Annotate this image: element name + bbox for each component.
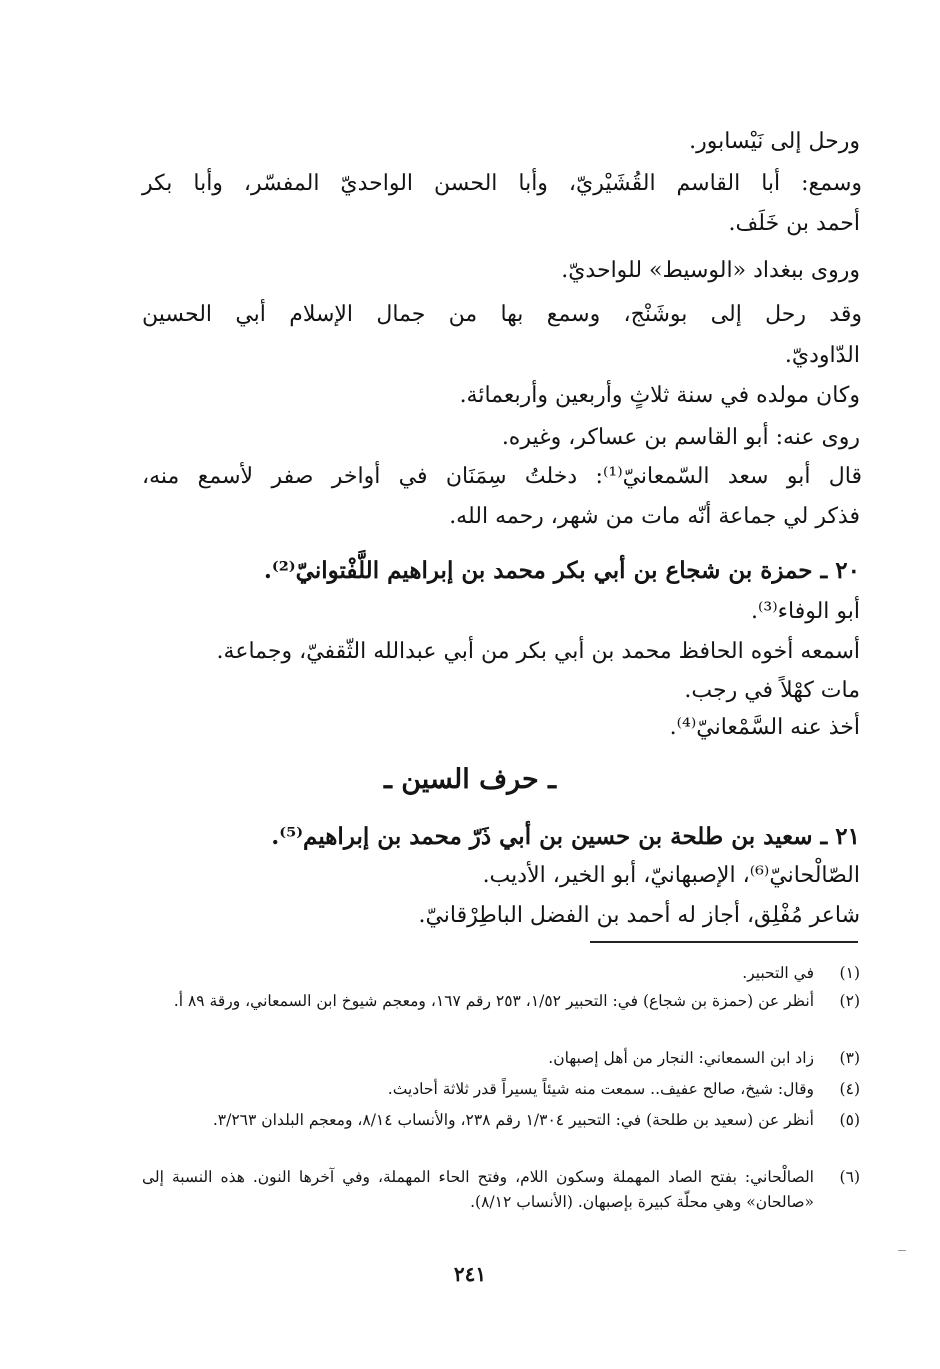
- footnote-text: في التحبير.: [742, 964, 814, 982]
- footnote-number: (٦): [839, 1168, 860, 1186]
- footnote-number: (٤): [839, 1080, 860, 1098]
- entry-heading: ٢٠ ـ حمزة بن شجاع بن أبي بكر محمد بن إبراهيم اللَّفْتوانيّ⁽²⁾.: [263, 557, 860, 584]
- text-line: قال أبو سعد السّمعانيّ⁽¹⁾: دخلتُ سِمَنَان في أواخر صفر لأسمع منه،: [142, 464, 862, 489]
- text-line: وكان مولده في سنة ثلاثٍ وأربعين وأربعمائة.: [459, 383, 860, 408]
- footnote: [142, 1165, 860, 1217]
- page-number: ٢٤١: [453, 1262, 487, 1286]
- footnote: [142, 1108, 860, 1160]
- text-line: مات كهْلاً في رجب.: [684, 678, 860, 703]
- footnote-text: زاد ابن السمعاني: النجار من أهل إصبهان.: [548, 1049, 814, 1067]
- footnote-text: أنظر عن (حمزة بن شجاع) في: التحبير ١/٥٢، ٢٥٣ رقم ١٦٧، ومعجم شيوخ ابن السمعاني، ورقة ٨٩ أ.: [173, 992, 814, 1010]
- footnote-number: (٥): [839, 1111, 860, 1129]
- footnote: [142, 989, 860, 1041]
- footnote-number: (١): [839, 964, 860, 982]
- margin-mark: [898, 1250, 906, 1251]
- text-line: ورحل إلى نَيْسابور.: [689, 129, 860, 154]
- footnote-text: أنظر عن (سعيد بن طلحة) في: التحبير ١/٣٠٤ رقم ٢٣٨، والأنساب ٨/١٤، ومعجم البلدان ٣/٢٦٣.: [212, 1111, 814, 1129]
- entry-heading: ٢١ ـ سعيد بن طلحة بن حسين بن أبي ذَرّ محمد بن إبراهيم⁽⁵⁾.: [271, 823, 860, 850]
- text-line: أسمعه أخوه الحافظ محمد بن أبي بكر من أبي عبدالله الثّقفيّ، وجماعة.: [216, 639, 860, 664]
- footnote: [142, 961, 860, 987]
- footnote-number: (٢): [839, 992, 860, 1010]
- text-line: أخذ عنه السَّمْعانيّ⁽⁴⁾.: [669, 715, 860, 740]
- text-line: شاعر مُفْلِق، أجاز له أحمد بن الفضل الباطِرْقانيّ.: [418, 903, 860, 928]
- text-line: وقد رحل إلى بوشَنْج، وسمع بها من جمال الإسلام أبي الحسين: [142, 302, 862, 327]
- footnote-number: (٣): [839, 1049, 860, 1067]
- footnote-text: وقال: شيخ، صالح عفيف.. سمعت منه شيئاً يسيراً قدر ثلاثة أحاديث.: [387, 1080, 814, 1098]
- footnote: [142, 1046, 860, 1072]
- footnote-separator: [590, 941, 858, 943]
- text-line: وروى ببغداد «الوسيط» للواحديّ.: [561, 258, 860, 283]
- text-line: وسمع: أبا القاسم القُشَيْريّ، وأبا الحسن الواحديّ المفسّر، وأبا بكر: [142, 171, 862, 196]
- footnote-text: الصالْحاني: بفتح الصاد المهملة وسكون اللام، وفتح الحاء المهملة، وفي آخرها النون. هذه النسبة إلى «صالحان» وهي محلّة كبيرة بإصبهان. (الأنساب ٨/١٢).: [142, 1168, 814, 1211]
- text-line: روى عنه: أبو القاسم بن عساكر، وغيره.: [501, 425, 860, 450]
- text-line: الدّاوديّ.: [784, 343, 860, 368]
- text-line: أحمد بن خَلَف.: [728, 211, 860, 236]
- text-line: فذكر لي جماعة أنّه مات من شهر، رحمه الله.: [449, 504, 860, 529]
- section-title: ـ حرف السين ـ: [383, 764, 557, 795]
- text-line: الصّالْحانيّ⁽⁶⁾، الإصبهانيّ، أبو الخير، الأديب.: [482, 863, 860, 888]
- footnote: [142, 1077, 860, 1103]
- text-line: أبو الوفاء⁽³⁾.: [751, 599, 860, 624]
